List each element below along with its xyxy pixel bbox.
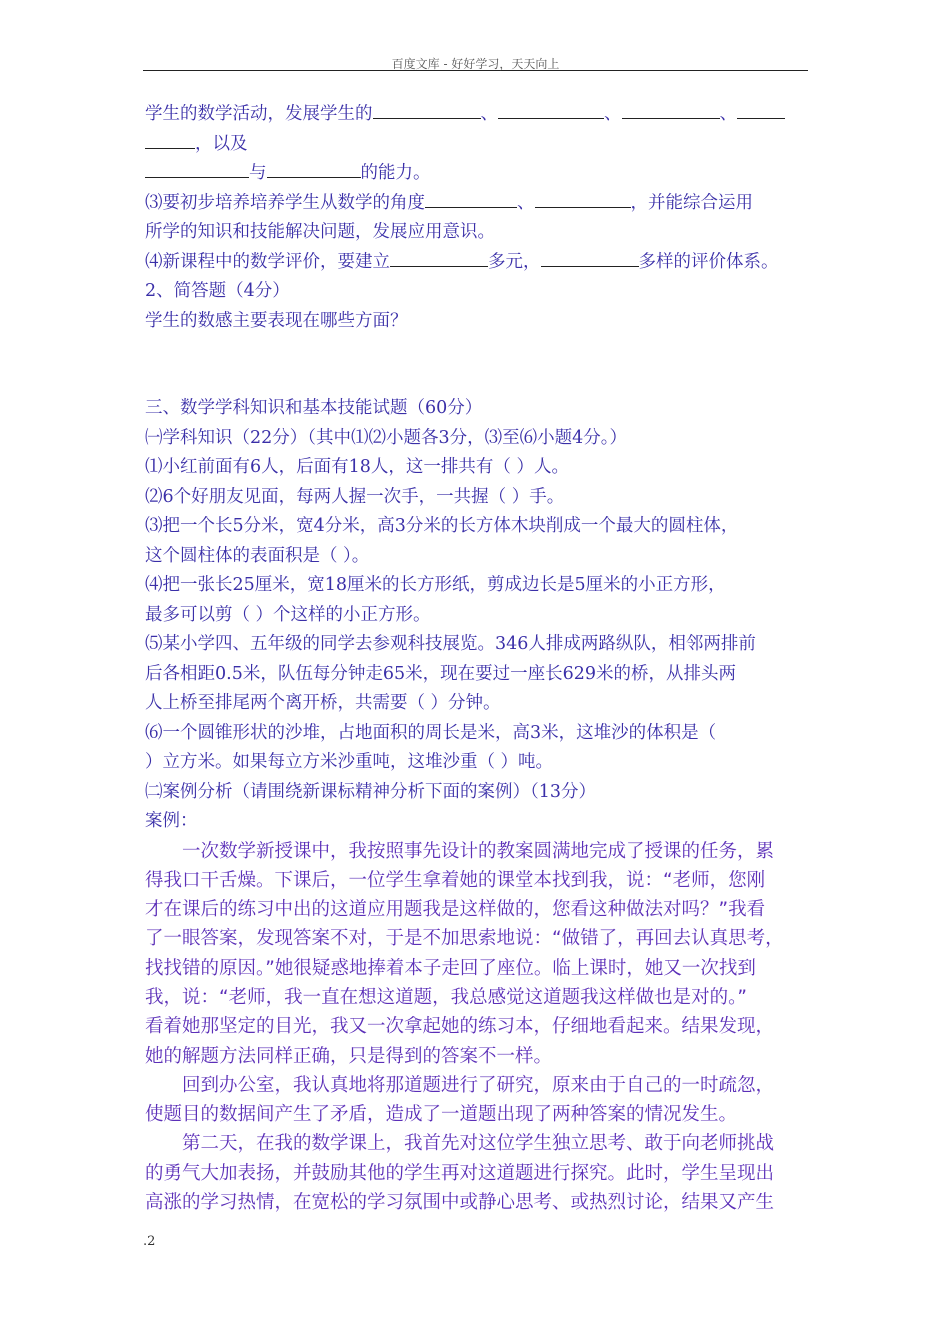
case-line: 她的解题方法同样正确，只是得到的答案不一样。 [145,1045,553,1067]
question-text: ⑷把一张长25厘米，宽18厘米的长方形纸，剪成边长是5厘米的小正方形， [145,575,726,595]
answer-blank[interactable] [541,248,639,267]
question-text: ）立方米。如果每立方米沙重吨，这堆沙重（ ）吨。 [145,752,554,772]
section-heading: 三、数学学科知识和基本技能试题（60分） [145,398,483,418]
case-line: 高涨的学习热情，在宽松的学习氛围中或静心思考、或热烈讨论，结果又产生 [145,1192,775,1214]
question-text: 后各相距0.5米，队伍每分钟走65米，现在要过一座长629米的桥，从排头两 [145,663,736,684]
case-line: 一次数学新授课中，我按照事先设计的教案圆满地完成了授课的任务，累 [182,840,775,862]
text-segment: 与 [249,163,267,183]
text-segment: 多样的评价体系。 [638,251,779,272]
case-text [145,837,810,1218]
text-segment: 、 [480,104,498,124]
case-line: 得我口干舌燥。下课后，一位学生拿着她的课堂本找到我，说：“老师，您刚 [145,869,766,891]
question-text: 人上桥至排尾两个离开桥，共需要（ ）分钟。 [145,693,501,713]
answer-blank[interactable] [498,100,604,119]
answer-blank[interactable] [267,159,361,178]
text-line [145,100,810,130]
case-line: 回到办公室，我认真地将那道题进行了研究，原来由于自己的一时疏忽， [182,1074,775,1096]
text-line [145,159,810,189]
question-text: ⑹一个圆锥形状的沙堆，占地面积的周长是米，高3米，这堆沙的体积是（ [145,722,717,743]
page-number: .2 [143,1234,156,1249]
answer-space [145,336,810,394]
page-header: 百度文库 - 好好学习，天天向上 [143,58,808,71]
case-line: 使题目的数据间产生了矛盾，造成了一道题出现了两种答案的情况发生。 [145,1104,738,1126]
case-line: 看着她那坚定的目光，我又一次拿起她的练习本，仔细地看起来。结果发现， [145,1016,775,1038]
question-text: ⑶把一个长5分米，宽4分米，高3分米的长方体木块削成一个最大的圆柱体， [145,516,739,536]
answer-blank[interactable] [622,100,720,119]
text-segment: 学生的数学活动，发展学生的 [145,104,373,124]
subsection-heading: ㈠学科知识（22分）（其中⑴⑵小题各3分，⑶至⑹小题4分。） [145,427,628,448]
case-line: 了一眼答案，发现答案不对，于是不加思索地说：“做错了，再回去认真思考， [145,928,784,950]
text-segment: 多元， [488,251,541,272]
text-segment: ，以及 [195,133,248,154]
answer-blank[interactable] [390,248,488,267]
text-segment: 、 [719,104,737,124]
question-text: ⑸某小学四、五年级的同学去参观科技展览。346人排成两路纵队，相邻两排前 [145,634,756,654]
question-text: 这个圆柱体的表面积是（ ）。 [145,545,370,566]
question-text: 学生的数感主要表现在哪些方面？ [145,310,408,331]
text-segment: ⑶要初步培养培养学生从数学的角度 [145,192,425,213]
question-text: ⑵6个好朋友见面，每两人握一次手，一共握（ ）手。 [145,486,565,507]
text-line [145,248,810,278]
answer-blank[interactable] [373,100,481,119]
text-segment: ，并能综合运用 [630,192,753,213]
text-segment: ⑷新课程中的数学评价，要建立 [145,251,390,272]
case-line: 才在课后的练习中出的这道应用题我是这样做的，您看这种做法对吗？”我看 [145,899,766,921]
case-line: 的勇气大加表扬，并鼓励其他的学生再对这道题进行探究。此时，学生呈现出 [145,1162,775,1184]
text-line [145,130,810,160]
case-line: 我，说：“老师，我一直在想这道题，我总感觉这道题我这样做也是对的。” [145,986,747,1008]
subsection-heading: ㈡案例分析（请围绕新课标精神分析下面的案例）（13分） [145,781,597,802]
case-line: 第二天，在我的数学课上，我首先对这位学生独立思考、敢于向老师挑战 [182,1133,775,1155]
text-segment: 、 [604,104,622,124]
case-label: 案例： [145,811,198,831]
answer-blank[interactable] [425,189,517,208]
answer-blank[interactable] [145,159,249,178]
section-heading: 2、简答题（4分） [145,281,290,301]
question-text: ⑴小红前面有6人，后面有18人，这一排共有（ ）人。 [145,457,569,477]
text-segment: 的能力。 [360,163,431,183]
text-line: 所学的知识和技能解决问题，发展应用意识。 [145,222,495,242]
answer-blank[interactable] [535,189,631,208]
text-line [145,189,810,219]
text-segment: 、 [517,192,535,213]
case-line: 找找错的原因。”她很疑惑地捧着本子走回了座位。临上课时，她又一次找到 [145,957,756,979]
question-text: 最多可以剪（ ）个这样的小正方形。 [145,604,431,625]
answer-blank[interactable] [737,100,785,119]
answer-blank[interactable] [145,130,195,149]
document-body [145,100,810,1217]
